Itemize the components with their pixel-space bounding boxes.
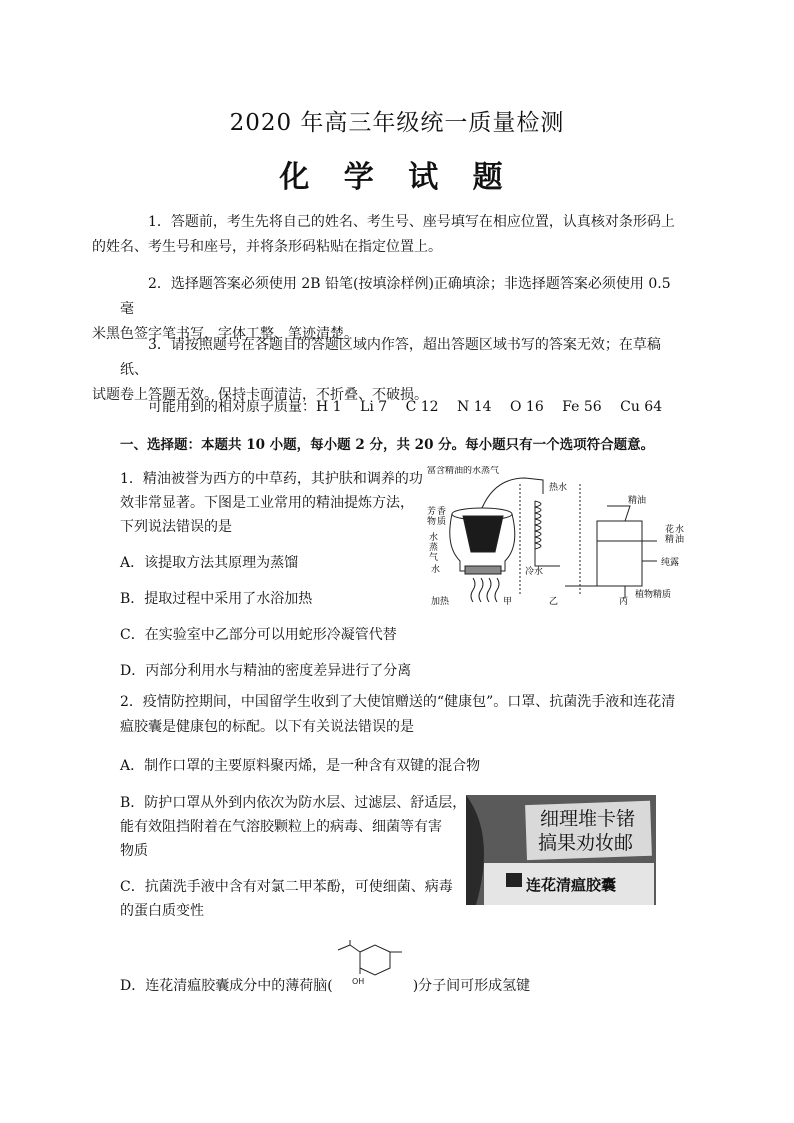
q2-option-b [120, 791, 466, 863]
fig-label-water: 水 [431, 565, 441, 575]
instruction-1-line2: 的姓名、考生号和座号，并将条形码粘贴在指定位置上。 [92, 239, 442, 255]
instruction-2-line2: 米黑色签字笔书写，字体工整、笔迹清楚。 [92, 326, 358, 342]
q2-option-d [120, 975, 530, 995]
fig-label-cold-water: 冷水 [525, 567, 544, 577]
menthol-oh-label: OH [352, 977, 365, 986]
photo-handwriting-1: 细理堆卡锗 [540, 808, 636, 830]
q2-option-d-post: )分子间可形成氢键 [412, 978, 531, 994]
fig-label-vapor-3: 气 [429, 553, 439, 563]
instruction-1-line1: 1．答题前，考生先将自己的姓名、考生号、座号填写在相应位置，认真核对条形码上 [148, 214, 675, 230]
instruction-1 [92, 210, 680, 260]
subject-title: 化 学 试 题 [279, 160, 515, 195]
q1-stem [120, 467, 423, 539]
fig-label-floral-1: 花 [665, 525, 675, 535]
q2-option-d-pre: D．连花清瘟胶囊成分中的薄荷脑( [120, 978, 333, 994]
fig-label-aroma-4: 质 [437, 517, 447, 527]
q2-option-b-line3: 物质 [120, 843, 148, 859]
exam-title: 2020 年高三年级统一质量检测 [229, 110, 565, 136]
q2-option-c [120, 875, 453, 923]
q2-option-c-line2: 的蛋白质变性 [120, 903, 204, 919]
instruction-2-line1: 2．选择题答案必须使用 2B 铅笔(按填涂样例)正确填涂；非选择题答案必须使用 0.5 毫 [120, 276, 671, 317]
fig-label-aroma-2: 香 [437, 507, 447, 517]
fig-label-heat: 加热 [431, 597, 450, 607]
fig-label-hot-water: 热水 [549, 483, 568, 493]
section-heading: 一、选择题：本题共 10 小题，每小题 2 分，共 20 分。每小题只有一个选项符合题意。 [120, 437, 655, 453]
fig-label-bing: 丙 [619, 597, 629, 607]
q1-option-a: A．该提取方法其原理为蒸馏 [120, 555, 299, 571]
fig-label-floral-4: 油 [675, 535, 685, 545]
q1-line2: 效非常显著。下图是工业常用的精油提炼方法， [120, 495, 414, 511]
fig-label-steam: 富含精油的水蒸气 [427, 466, 500, 476]
q1-line1: 1．精油被誉为西方的中草药，其护肤和调养的功 [120, 471, 423, 487]
q2-option-a: A．制作口罩的主要原料聚丙烯，是一种含有双键的混合物 [120, 758, 481, 774]
fig-label-oil: 精油 [628, 496, 647, 506]
q2-option-c-line1: C．抗菌洗手液中含有对氯二甲苯酚，可使细菌、病毒 [120, 879, 453, 895]
photo-box-label: 连花清瘟胶囊 [526, 876, 617, 894]
q2-line1: 2．疫情防控期间，中国留学生收到了大使馆赠送的“健康包”。口罩、抗菌洗手液和连花清 [120, 694, 676, 710]
atomic-masses: 可能用到的相对原子质量：H 1 Li 7 C 12 N 14 O 16 Fe 56 Cu 64 [148, 399, 663, 415]
fig-label-vapor-2: 蒸 [429, 543, 439, 553]
q2-option-b-line2: 能有效阻挡附着在气溶胶颗粒上的病毒、细菌等有害 [120, 819, 442, 835]
fig-label-floral-2: 水 [675, 525, 685, 535]
distillation-figure [425, 466, 700, 616]
q1-option-c: C．在实验室中乙部分可以用蛇形冷凝管代替 [120, 627, 397, 643]
instruction-3-line2: 试题卷上答题无效。保持卡面清洁，不折叠、不破损。 [92, 387, 428, 403]
q2-option-b-line1: B．防护口罩从外到内依次为防水层、过滤层、舒适层， [120, 795, 467, 811]
instruction-3-line1: 3．请按照题号在各题目的答题区域内作答，超出答题区域书写的答案无效；在草稿纸、 [120, 337, 661, 378]
capsule-photo [466, 795, 656, 905]
fig-label-floral-3: 精 [665, 535, 675, 545]
fig-label-vapor-1: 水 [429, 533, 439, 543]
q2-line2: 瘟胶囊是健康包的标配。以下有关说法错误的是 [120, 719, 414, 735]
q2-stem [120, 690, 675, 740]
fig-label-jia: 甲 [503, 597, 513, 607]
q1-option-d: D．丙部分利用水与精油的密度差异进行了分离 [120, 663, 412, 679]
fig-label-yi: 乙 [549, 597, 559, 607]
fig-label-aroma-3: 物 [427, 517, 437, 527]
q1-option-b: B．提取过程中采用了水浴加热 [120, 591, 313, 607]
photo-handwriting-2: 搞果劝妆邮 [538, 832, 634, 854]
menthol-structure [330, 940, 412, 990]
fig-label-aroma-1: 芳 [427, 507, 437, 517]
fig-label-plant: 植物精质 [635, 590, 672, 600]
q1-line3: 下列说法错误的是 [120, 519, 232, 535]
fig-label-pure-dew: 纯露 [661, 558, 680, 568]
